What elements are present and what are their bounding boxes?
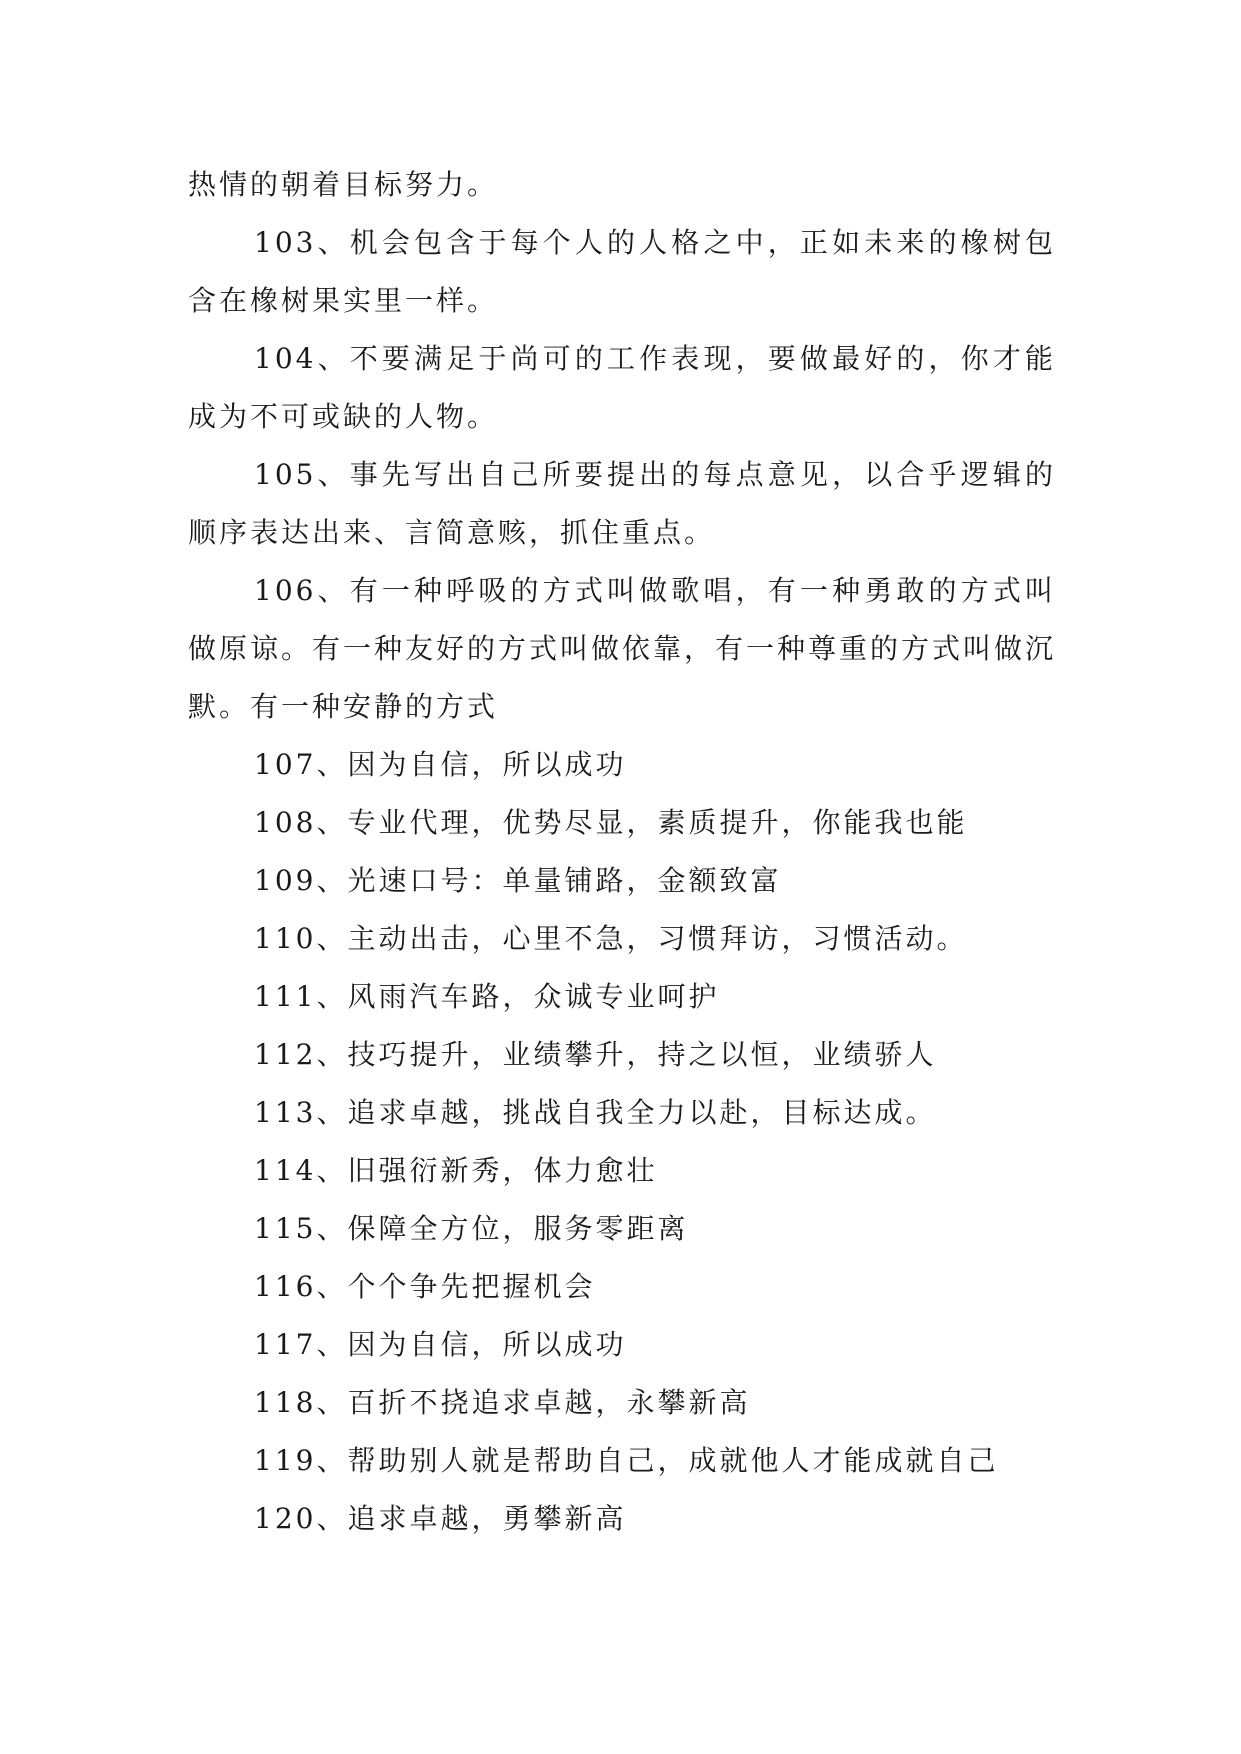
paragraph-continuation: 热情的朝着目标努力。 bbox=[188, 168, 499, 201]
paragraph-item: 106、有一种呼吸的方式叫做歌唱，有一种勇敢的方式叫做原谅。有一种友好的方式叫做依靠，有一种尊重的方式叫做沉默。有一种安静的方式 bbox=[188, 574, 1057, 723]
paragraph-item: 114、旧强衍新秀，体力愈壮 bbox=[254, 1154, 658, 1187]
paragraph-item: 112、技巧提升，业绩攀升，持之以恒，业绩骄人 bbox=[254, 1038, 937, 1071]
paragraph-item: 104、不要满足于尚可的工作表现，要做最好的，你才能成为不可或缺的人物。 bbox=[188, 342, 1056, 433]
paragraph-item: 111、风雨汽车路，众诚专业呵护 bbox=[254, 980, 720, 1013]
paragraph-item: 109、光速口号：单量铺路，金额致富 bbox=[254, 864, 782, 897]
paragraph-item: 116、个个争先把握机会 bbox=[254, 1270, 596, 1303]
paragraph-item: 119、帮助别人就是帮助自己，成就他人才能成就自己 bbox=[254, 1444, 999, 1477]
paragraph-item: 107、因为自信，所以成功 bbox=[254, 748, 627, 781]
paragraph-item: 118、百折不挠追求卓越，永攀新高 bbox=[254, 1386, 751, 1419]
paragraph-item: 115、保障全方位，服务零距离 bbox=[254, 1212, 689, 1245]
document-page bbox=[188, 156, 1056, 1548]
paragraph-item: 108、专业代理，优势尽显，素质提升，你能我也能 bbox=[254, 806, 968, 839]
paragraph-item: 113、追求卓越，挑战自我全力以赴，目标达成。 bbox=[254, 1096, 937, 1129]
paragraph-item: 120、追求卓越，勇攀新高 bbox=[254, 1502, 627, 1535]
paragraph-item: 103、机会包含于每个人的人格之中，正如未来的橡树包含在橡树果实里一样。 bbox=[188, 226, 1056, 317]
paragraph-item: 117、因为自信，所以成功 bbox=[254, 1328, 627, 1361]
paragraph-item: 105、事先写出自己所要提出的每点意见，以合乎逻辑的顺序表达出来、言简意赅，抓住重点。 bbox=[188, 458, 1056, 549]
paragraph-item: 110、主动出击，心里不急，习惯拜访，习惯活动。 bbox=[254, 922, 968, 955]
